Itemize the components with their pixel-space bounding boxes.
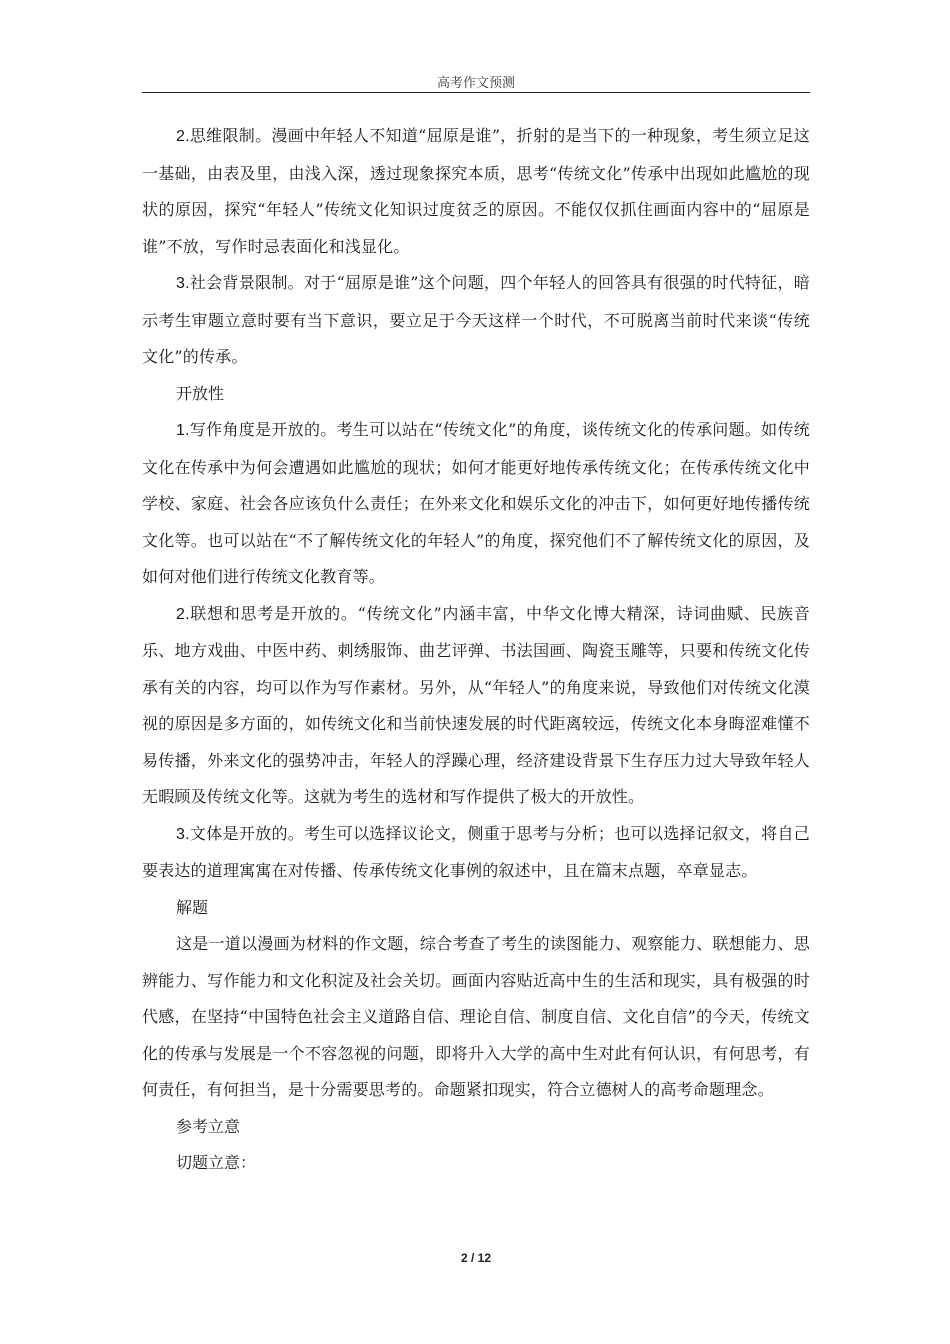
paragraph-text: 思维限制。漫画中年轻人不知道“屈原是谁”，折射的是当下的一种现象，考生须立足这一基础，由表及里，由浅入深，透过现象探究本质，思考“传统文化”传承中出现如此尴尬的现状的原因，探究“年轻人”传统文化知识过度贫乏的原因。不能仅仅抓住画面内容中的“屈原是谁”不放，写作时忌表面化和浅显化。 [142,126,810,256]
page-number-footer [142,1251,810,1265]
current-page: 2 [460,1251,468,1265]
header-divider [142,92,810,93]
paragraph-number: 2. [176,128,190,145]
paragraph-genre-open [142,816,810,890]
paragraph-thinking-limit [142,118,810,265]
paragraph-social-background-limit [142,265,810,376]
paragraph-text: 写作角度是开放的。考生可以站在“传统文化”的角度，谈传统文化的传承问题。如传统文化在传承中为何会遭遇如此尴尬的现状；如何才能更好地传承传统文化；在传承传统文化中学校、家庭、社会各应该负什么责任；在外来文化和娱乐文化的冲击下，如何更好地传播传统文化等。也可以站在“不了解传统文化的年轻人”的角度，探究他们不了解传统文化的原因，及如何对他们进行传统文化教育等。 [142,420,810,586]
paragraph-number: 3. [176,275,190,292]
section-heading-openness: 开放性 [176,383,225,403]
paragraph-solve-text: 这是一道以漫画为材料的作文题，综合考查了考生的读图能力、观察能力、联想能力、思辨能力、写作能力和文化积淀及社会关切。画面内容贴近高中生的生活和现实，具有极强的时代感，在坚持“中国特色社会主义道路自信、理论自信、制度自信、文化自信”的今天，传统文化的传承与发展是一个不容忽视的问题，即将升入大学的高中生对此有何认识，有何思考，有何责任，有何担当，是十分需要思考的。命题紧扣现实，符合立德树人的高考命题理念。 [142,934,810,1099]
total-pages: 12 [477,1251,492,1265]
section-heading-solve: 解题 [176,897,209,917]
paragraph-text: 文体是开放的。考生可以选择议论文，侧重于思考与分析；也可以选择记叙文，将自己要表达的道理寓寓在对传播、传承传统文化事例的叙述中，且在篇末点题，卒章显志。 [142,823,810,880]
subheading-on-topic: 切题立意： [176,1153,257,1172]
document-body [142,118,810,1182]
page-header-title: 高考作文预测 [436,76,515,91]
paragraph-text: 联想和思考是开放的。“传统文化”内涵丰富，中华文化博大精深，诗词曲赋、民族音乐、地方戏曲、中医中药、刺绣服饰、曲艺评弹、书法国画、陶瓷玉雕等，只要和传统文化传承有关的内容，均可以作为写作素材。另外，从“年轻人”的角度来说，导致他们对传统文化漠视的原因是多方面的，如传统文化和当前快速发展的时代距离较远，传统文化本身晦涩难懂不易传播，外来文化的强势冲击，年轻人的浮躁心理，经济建设背景下生存压力过大导致年轻人无暇顾及传统文化等。这就为考生的选材和写作提供了极大的开放性。 [142,603,810,806]
paragraph-text: 社会背景限制。对于“屈原是谁”这个问题，四个年轻人的回答具有很强的时代特征，暗示考生审题立意时要有当下意识，要立足于今天这样一个时代，不可脱离当前时代来谈“传统文化”的传承。 [142,273,810,366]
paragraph-number: 1. [176,422,190,439]
paragraph-association-thinking [142,596,810,816]
page-separator: / [470,1251,475,1265]
section-heading-reference: 参考立意 [176,1116,241,1136]
paragraph-number: 2. [176,605,190,623]
paragraph-number: 3. [176,825,190,843]
paragraph-writing-angle [142,412,810,596]
